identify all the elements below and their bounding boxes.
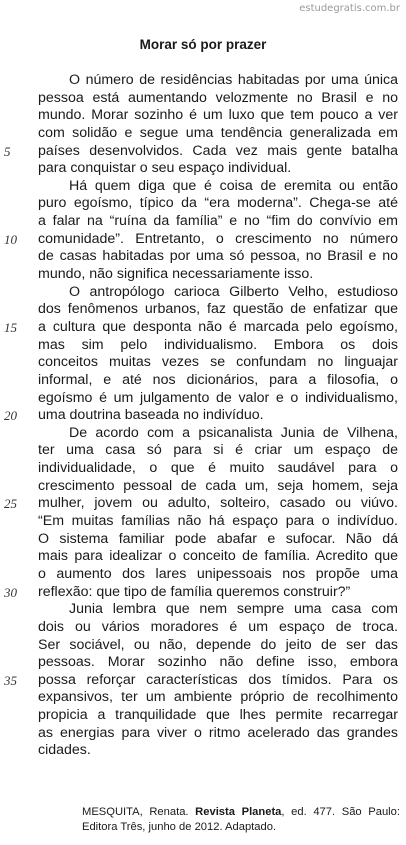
line-text: mas sim pelo individualismo. Embora os dois bbox=[38, 336, 398, 353]
line-text: puro egoísmo, típico da “era moderna”. Chega-se até bbox=[38, 195, 398, 212]
line-text: para conquistar o seu espaço individual. bbox=[38, 160, 292, 177]
line-text: mulher, jovem ou adulto, solteiro, casado ou viúvo. bbox=[38, 495, 398, 512]
line-text: países desenvolvidos. Cada vez mais gente batalha bbox=[38, 142, 398, 159]
text-line bbox=[0, 213, 406, 231]
article-body bbox=[0, 72, 406, 760]
text-line bbox=[0, 284, 406, 302]
text-line bbox=[0, 301, 406, 319]
line-text: informal, e até nos dicionários, para a filosofia, o bbox=[38, 371, 398, 388]
line-text: a falar na “ruína da família” e no “fim do convívio em bbox=[38, 213, 398, 230]
text-line bbox=[0, 407, 406, 425]
line-text: pessoa está aumentando velozmente no Brasil e no bbox=[38, 89, 398, 106]
text-line bbox=[0, 654, 406, 672]
line-text: propicia a tranquilidade que lhes permite recarregar bbox=[38, 707, 398, 724]
line-text: uma doutrina baseada no indivíduo. bbox=[38, 407, 264, 424]
text-line bbox=[0, 372, 406, 390]
source-publication: Revista Planeta bbox=[195, 806, 282, 818]
line-text: mais para idealizar o conceito de família. Acredito que bbox=[38, 548, 398, 565]
source-line-1 bbox=[82, 805, 400, 820]
text-line bbox=[0, 125, 406, 143]
text-line bbox=[0, 143, 406, 161]
line-number: 30 bbox=[4, 584, 17, 600]
text-line bbox=[0, 725, 406, 743]
text-line bbox=[0, 495, 406, 513]
line-text: crescimento pessoal de cada um, seja homem, seja bbox=[38, 477, 398, 494]
line-text: com solidão e segue uma tendência generalizada em bbox=[38, 124, 398, 141]
text-line bbox=[0, 548, 406, 566]
line-number: 5 bbox=[4, 143, 11, 159]
line-text: cidades. bbox=[38, 742, 91, 759]
line-text: conceitos muitas vezes se confundam no linguajar bbox=[38, 354, 398, 371]
text-line bbox=[0, 601, 406, 619]
line-number: 35 bbox=[4, 672, 17, 688]
text-line bbox=[0, 337, 406, 355]
text-line bbox=[0, 637, 406, 655]
text-line bbox=[0, 672, 406, 690]
line-text: a cultura que desponta não é marcada pelo egoísmo, bbox=[38, 318, 398, 335]
line-text: Ser sociável, ou não, depende do jeito de ser das bbox=[38, 636, 398, 653]
line-text: mundo. Morar sozinho é um luxo que tem pouco a ver bbox=[38, 107, 398, 124]
text-line bbox=[0, 160, 406, 178]
line-text: dois ou vários moradores é um espaço de troca. bbox=[38, 618, 398, 635]
line-number: 20 bbox=[4, 408, 17, 424]
line-text: De acordo com a psicanalista Junia de Vilhena, bbox=[69, 424, 398, 441]
text-line bbox=[0, 566, 406, 584]
text-line bbox=[0, 266, 406, 284]
text-line bbox=[0, 742, 406, 760]
text-line bbox=[0, 513, 406, 531]
text-line bbox=[0, 584, 406, 602]
line-text: as energias para viver o ritmo acelerado das grandes bbox=[38, 724, 398, 741]
line-text: egoísmo é um julgamento de valor e o individualismo, bbox=[38, 389, 398, 406]
text-line bbox=[0, 619, 406, 637]
text-line bbox=[0, 707, 406, 725]
line-text: expansivos, ter um ambiente próprio de recolhimento bbox=[38, 689, 398, 706]
line-text: ter uma casa só para si é criar um espaço de bbox=[38, 442, 398, 459]
text-line bbox=[0, 231, 406, 249]
site-watermark: estudegratis.com.br bbox=[299, 3, 400, 14]
text-line bbox=[0, 390, 406, 408]
line-text: o aumento dos lares unipessoais nos propõe uma bbox=[38, 565, 398, 582]
article-title: Morar só por prazer bbox=[139, 37, 267, 52]
text-line bbox=[0, 72, 406, 90]
line-text: Junia lembra que nem sempre uma casa com bbox=[69, 601, 398, 618]
text-line bbox=[0, 531, 406, 549]
text-line bbox=[0, 425, 406, 443]
source-author: MESQUITA, Renata. bbox=[82, 806, 189, 818]
text-line bbox=[0, 107, 406, 125]
line-text: dos fenômenos urbanos, faz questão de enfatizar que bbox=[38, 301, 398, 318]
line-text: “Em muitas famílias não há espaço para o indivíduo. bbox=[38, 513, 398, 530]
line-text: O sistema familiar pode abafar e sufocar. Não dá bbox=[38, 530, 398, 547]
line-text: comunidade”. Entretanto, o crescimento no número bbox=[38, 230, 398, 247]
text-line bbox=[0, 442, 406, 460]
line-text: O número de residências habitadas por uma única bbox=[69, 72, 398, 88]
text-line bbox=[0, 195, 406, 213]
line-number: 25 bbox=[4, 496, 17, 512]
text-line bbox=[0, 354, 406, 372]
source-line-2: Editora Três, junho de 2012. Adaptado. bbox=[82, 821, 277, 833]
line-text: possa reforçar características dos tímidos. Para os bbox=[38, 671, 398, 688]
source-details: , ed. 477. São Paulo: bbox=[281, 806, 400, 818]
line-text: pessoas. Morar sozinho não define isso, embora bbox=[38, 654, 398, 671]
line-number: 10 bbox=[4, 231, 17, 247]
text-line bbox=[0, 248, 406, 266]
line-text: mundo, não significa necessariamente isso. bbox=[38, 266, 314, 283]
line-text: reflexão: que tipo de família queremos construir?” bbox=[38, 583, 351, 600]
line-text: de casas habitadas por uma só pessoa, no Brasil e no bbox=[38, 248, 398, 265]
text-line bbox=[0, 478, 406, 496]
text-line bbox=[0, 319, 406, 337]
line-number: 15 bbox=[4, 319, 17, 335]
text-line bbox=[0, 460, 406, 478]
source-citation bbox=[82, 805, 400, 835]
line-text: Há quem diga que é coisa de eremita ou então bbox=[69, 177, 398, 194]
text-line bbox=[0, 689, 406, 707]
line-text: O antropólogo carioca Gilberto Velho, estudioso bbox=[69, 283, 398, 300]
text-line bbox=[0, 90, 406, 108]
line-text: individualidade, o que é muito saudável para o bbox=[38, 460, 398, 477]
text-line bbox=[0, 178, 406, 196]
